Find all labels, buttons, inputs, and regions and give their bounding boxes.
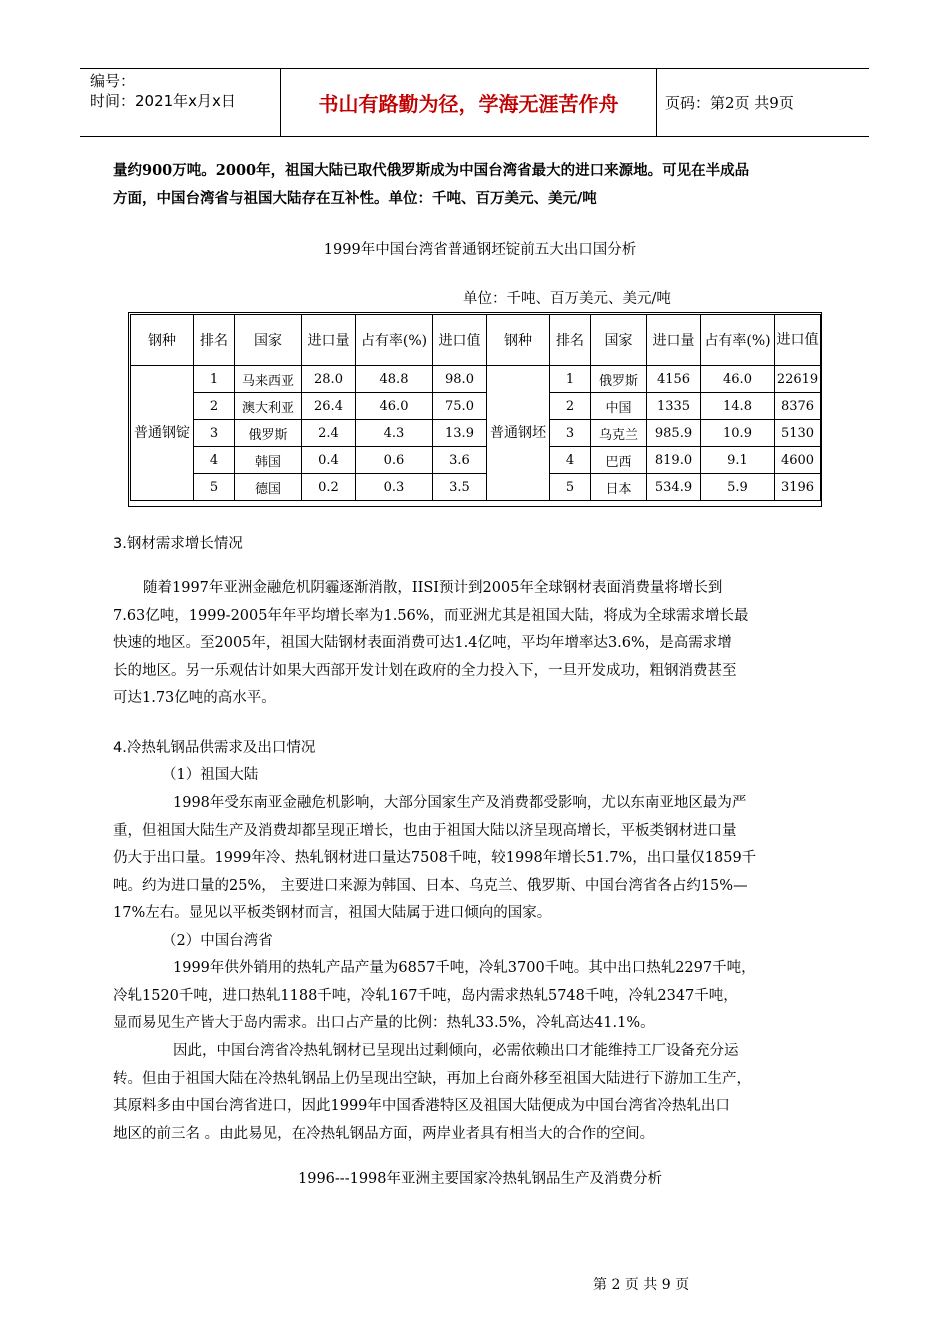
- section3-paragraph: [113, 575, 840, 713]
- table-header-cell: 进口值: [775, 315, 821, 366]
- table-header-cell: 进口量: [302, 315, 356, 366]
- table-cell: 马来西亚: [235, 366, 302, 393]
- table-cell: 3: [194, 420, 235, 447]
- table-cell: 澳大利亚: [235, 393, 302, 420]
- table-cell: 5: [550, 474, 591, 501]
- table-row: [131, 420, 821, 447]
- header-motto: 书山有路勤为径，学海无涯苦作舟: [281, 69, 657, 136]
- table-cell: 0.6: [356, 447, 433, 474]
- time-label: 时间：2021年x月x日: [90, 92, 236, 110]
- table-header-cell: 进口值: [433, 315, 487, 366]
- table-header-cell: 占有率(%): [701, 315, 775, 366]
- text-line: 快速的地区。至2005年，祖国大陆钢材表面消费可达1.4亿吨，平均年增率达3.6%，是高需求增: [113, 635, 732, 651]
- table-row: [131, 393, 821, 420]
- text-line: 可达1.73亿吨的高水平。: [113, 690, 276, 706]
- text-line: 吨。约为进口量的25%， 主要进口来源为韩国、日本、乌克兰、俄罗斯、中国台湾省各占约15%—: [113, 877, 748, 894]
- table-cell: 46.0: [356, 393, 433, 420]
- table-cell: 德国: [235, 474, 302, 501]
- table-cell: 0.2: [302, 474, 356, 501]
- table-cell: 4600: [775, 447, 821, 474]
- table-cell: 乌克兰: [591, 420, 647, 447]
- table-cell: 1335: [647, 393, 701, 420]
- table-header-cell: 国家: [235, 315, 302, 366]
- section4-heading: 4.冷热轧钢品供需求及出口情况: [113, 740, 316, 756]
- text-line: 显而易见生产皆大于岛内需求。出口占产量的比例：热轧33.5%，冷轧高达41.1%。: [113, 1015, 655, 1031]
- section4-para3: [113, 1038, 840, 1148]
- table-header-cell: 占有率(%): [356, 315, 433, 366]
- text-line: 仍大于出口量。1999年冷、热轧钢材进口量达7508千吨，较1998年增长51.7%，出口量仅1859千: [113, 850, 757, 866]
- table-cell: 5: [194, 474, 235, 501]
- table-cell: 13.9: [433, 420, 487, 447]
- table-cell: 5130: [775, 420, 821, 447]
- table-cell: 3: [550, 420, 591, 447]
- header-meta: [80, 69, 281, 136]
- table-row: [131, 474, 821, 501]
- table-header-cell: 钢种: [131, 315, 194, 366]
- table-title: 1999年中国台湾省普通钢坯锭前五大出口国分析: [323, 242, 637, 258]
- table-cell: 中国: [591, 393, 647, 420]
- table-cell: 5.9: [701, 474, 775, 501]
- intro-line: 量约900万吨。2000年，祖国大陆已取代俄罗斯成为中国台湾省最大的进口来源地。可见在半成品: [113, 162, 750, 179]
- table-cell: 2: [550, 393, 591, 420]
- text-line: 1999年供外销用的热轧产品产量为6857千吨，冷轧3700千吨。其中出口热轧2297千吨，: [173, 960, 756, 976]
- table-header-cell: 国家: [591, 315, 647, 366]
- table-cell: 韩国: [235, 447, 302, 474]
- table-cell: 3196: [775, 474, 821, 501]
- table-cell: 3.6: [433, 447, 487, 474]
- steel-table: [130, 314, 821, 501]
- intro-paragraph: [113, 157, 840, 212]
- table-cell: 俄罗斯: [591, 366, 647, 393]
- text-line: 长的地区。另一乐观估计如果大西部开发计划在政府的全力投入下，一旦开发成功，粗钢消费甚至: [113, 662, 737, 679]
- text-line: 冷轧1520千吨，进口热轧1188千吨，冷轧167千吨，岛内需求热轧5748千吨，冷轧2347千吨，: [113, 987, 738, 1004]
- table-cell: 819.0: [647, 447, 701, 474]
- text-line: 因此，中国台湾省冷热轧钢材已呈现出过剩倾向，必需依赖出口才能维持工厂设备充分运: [173, 1043, 739, 1059]
- table-cell: 4: [194, 447, 235, 474]
- table-cell: 534.9: [647, 474, 701, 501]
- table-cell: 2.4: [302, 420, 356, 447]
- table-cell: 8376: [775, 393, 821, 420]
- table-cell: 日本: [591, 474, 647, 501]
- table-row: [131, 366, 821, 393]
- section4-sub1: （1）祖国大陆: [162, 767, 259, 783]
- text-line: 17%左右。显见以平板类钢材而言，祖国大陆属于进口倾向的国家。: [113, 905, 552, 921]
- table-cell: 98.0: [433, 366, 487, 393]
- table-cell: 22619: [775, 366, 821, 393]
- table-header-row: [131, 315, 821, 366]
- table-header-cell: 钢种: [487, 315, 550, 366]
- table-cell: 28.0: [302, 366, 356, 393]
- table-cell: 俄罗斯: [235, 420, 302, 447]
- table-cell: 10.9: [701, 420, 775, 447]
- table-unit: 单位：千吨、百万美元、美元/吨: [463, 291, 671, 307]
- text-line: 转。但由于祖国大陆在冷热轧钢品上仍呈现出空缺，再加上台商外移至祖国大陆进行下游加工生产，: [113, 1070, 751, 1087]
- page-footer: 第 2 页 共 9 页: [593, 1277, 690, 1293]
- intro-line: 方面，中国台湾省与祖国大陆存在互补性。单位：千吨、百万美元、美元/吨: [113, 189, 597, 207]
- bottom-table-title: 1996---1998年亚洲主要国家冷热轧钢品生产及消费分析: [298, 1171, 662, 1187]
- table-cell: 1: [550, 366, 591, 393]
- text-line: 地区的前三名 。由此易见，在冷热轧钢品方面，两岸业者具有相当大的合作的空间。: [113, 1125, 655, 1142]
- section3-heading: 3.钢材需求增长情况: [113, 536, 243, 552]
- text-line: 其原料多由中国台湾省进口，因此1999年中国香港特区及祖国大陆便成为中国台湾省冷热轧出口: [113, 1098, 730, 1114]
- table-cell: 0.4: [302, 447, 356, 474]
- table-cell: 46.0: [701, 366, 775, 393]
- header-page-info: 页码：第2页 共9页: [665, 94, 794, 112]
- left-group-label: 普通钢锭: [131, 366, 194, 501]
- section4-para1: [113, 790, 840, 928]
- table-header-cell: 排名: [194, 315, 235, 366]
- table-cell: 1: [194, 366, 235, 393]
- right-group-label: 普通钢坯: [487, 366, 550, 501]
- table-row: [131, 447, 821, 474]
- table-cell: 3.5: [433, 474, 487, 501]
- text-line: 7.63亿吨，1999-2005年年平均增长率为1.56%，而亚洲尤其是祖国大陆，将成为全球需求增长最: [113, 607, 749, 624]
- table-cell: 985.9: [647, 420, 701, 447]
- table-cell: 4.3: [356, 420, 433, 447]
- table-header-cell: 进口量: [647, 315, 701, 366]
- table-header-cell: 排名: [550, 315, 591, 366]
- section4-para2: [113, 955, 840, 1038]
- table-cell: 48.8: [356, 366, 433, 393]
- table-cell: 巴西: [591, 447, 647, 474]
- table-cell: 9.1: [701, 447, 775, 474]
- table-cell: 4156: [647, 366, 701, 393]
- page-header: [80, 68, 869, 137]
- table-cell: 26.4: [302, 393, 356, 420]
- text-line: 1998年受东南亚金融危机影响，大部分国家生产及消费都受影响，尤以东南亚地区最为严: [173, 795, 747, 811]
- table-cell: 14.8: [701, 393, 775, 420]
- table-cell: 75.0: [433, 393, 487, 420]
- table-cell: 2: [194, 393, 235, 420]
- table-cell: 0.3: [356, 474, 433, 501]
- section4-sub2: （2）中国台湾省: [162, 933, 273, 949]
- table-cell: 4: [550, 447, 591, 474]
- number-label: 编号：: [90, 72, 136, 90]
- text-line: 随着1997年亚洲金融危机阴霾逐渐消散，IISI预计到2005年全球钢材表面消费量将增长到: [143, 580, 723, 596]
- text-line: 重，但祖国大陆生产及消费却都呈现正增长，也由于祖国大陆以济呈现高增长，平板类钢材进口量: [113, 822, 737, 839]
